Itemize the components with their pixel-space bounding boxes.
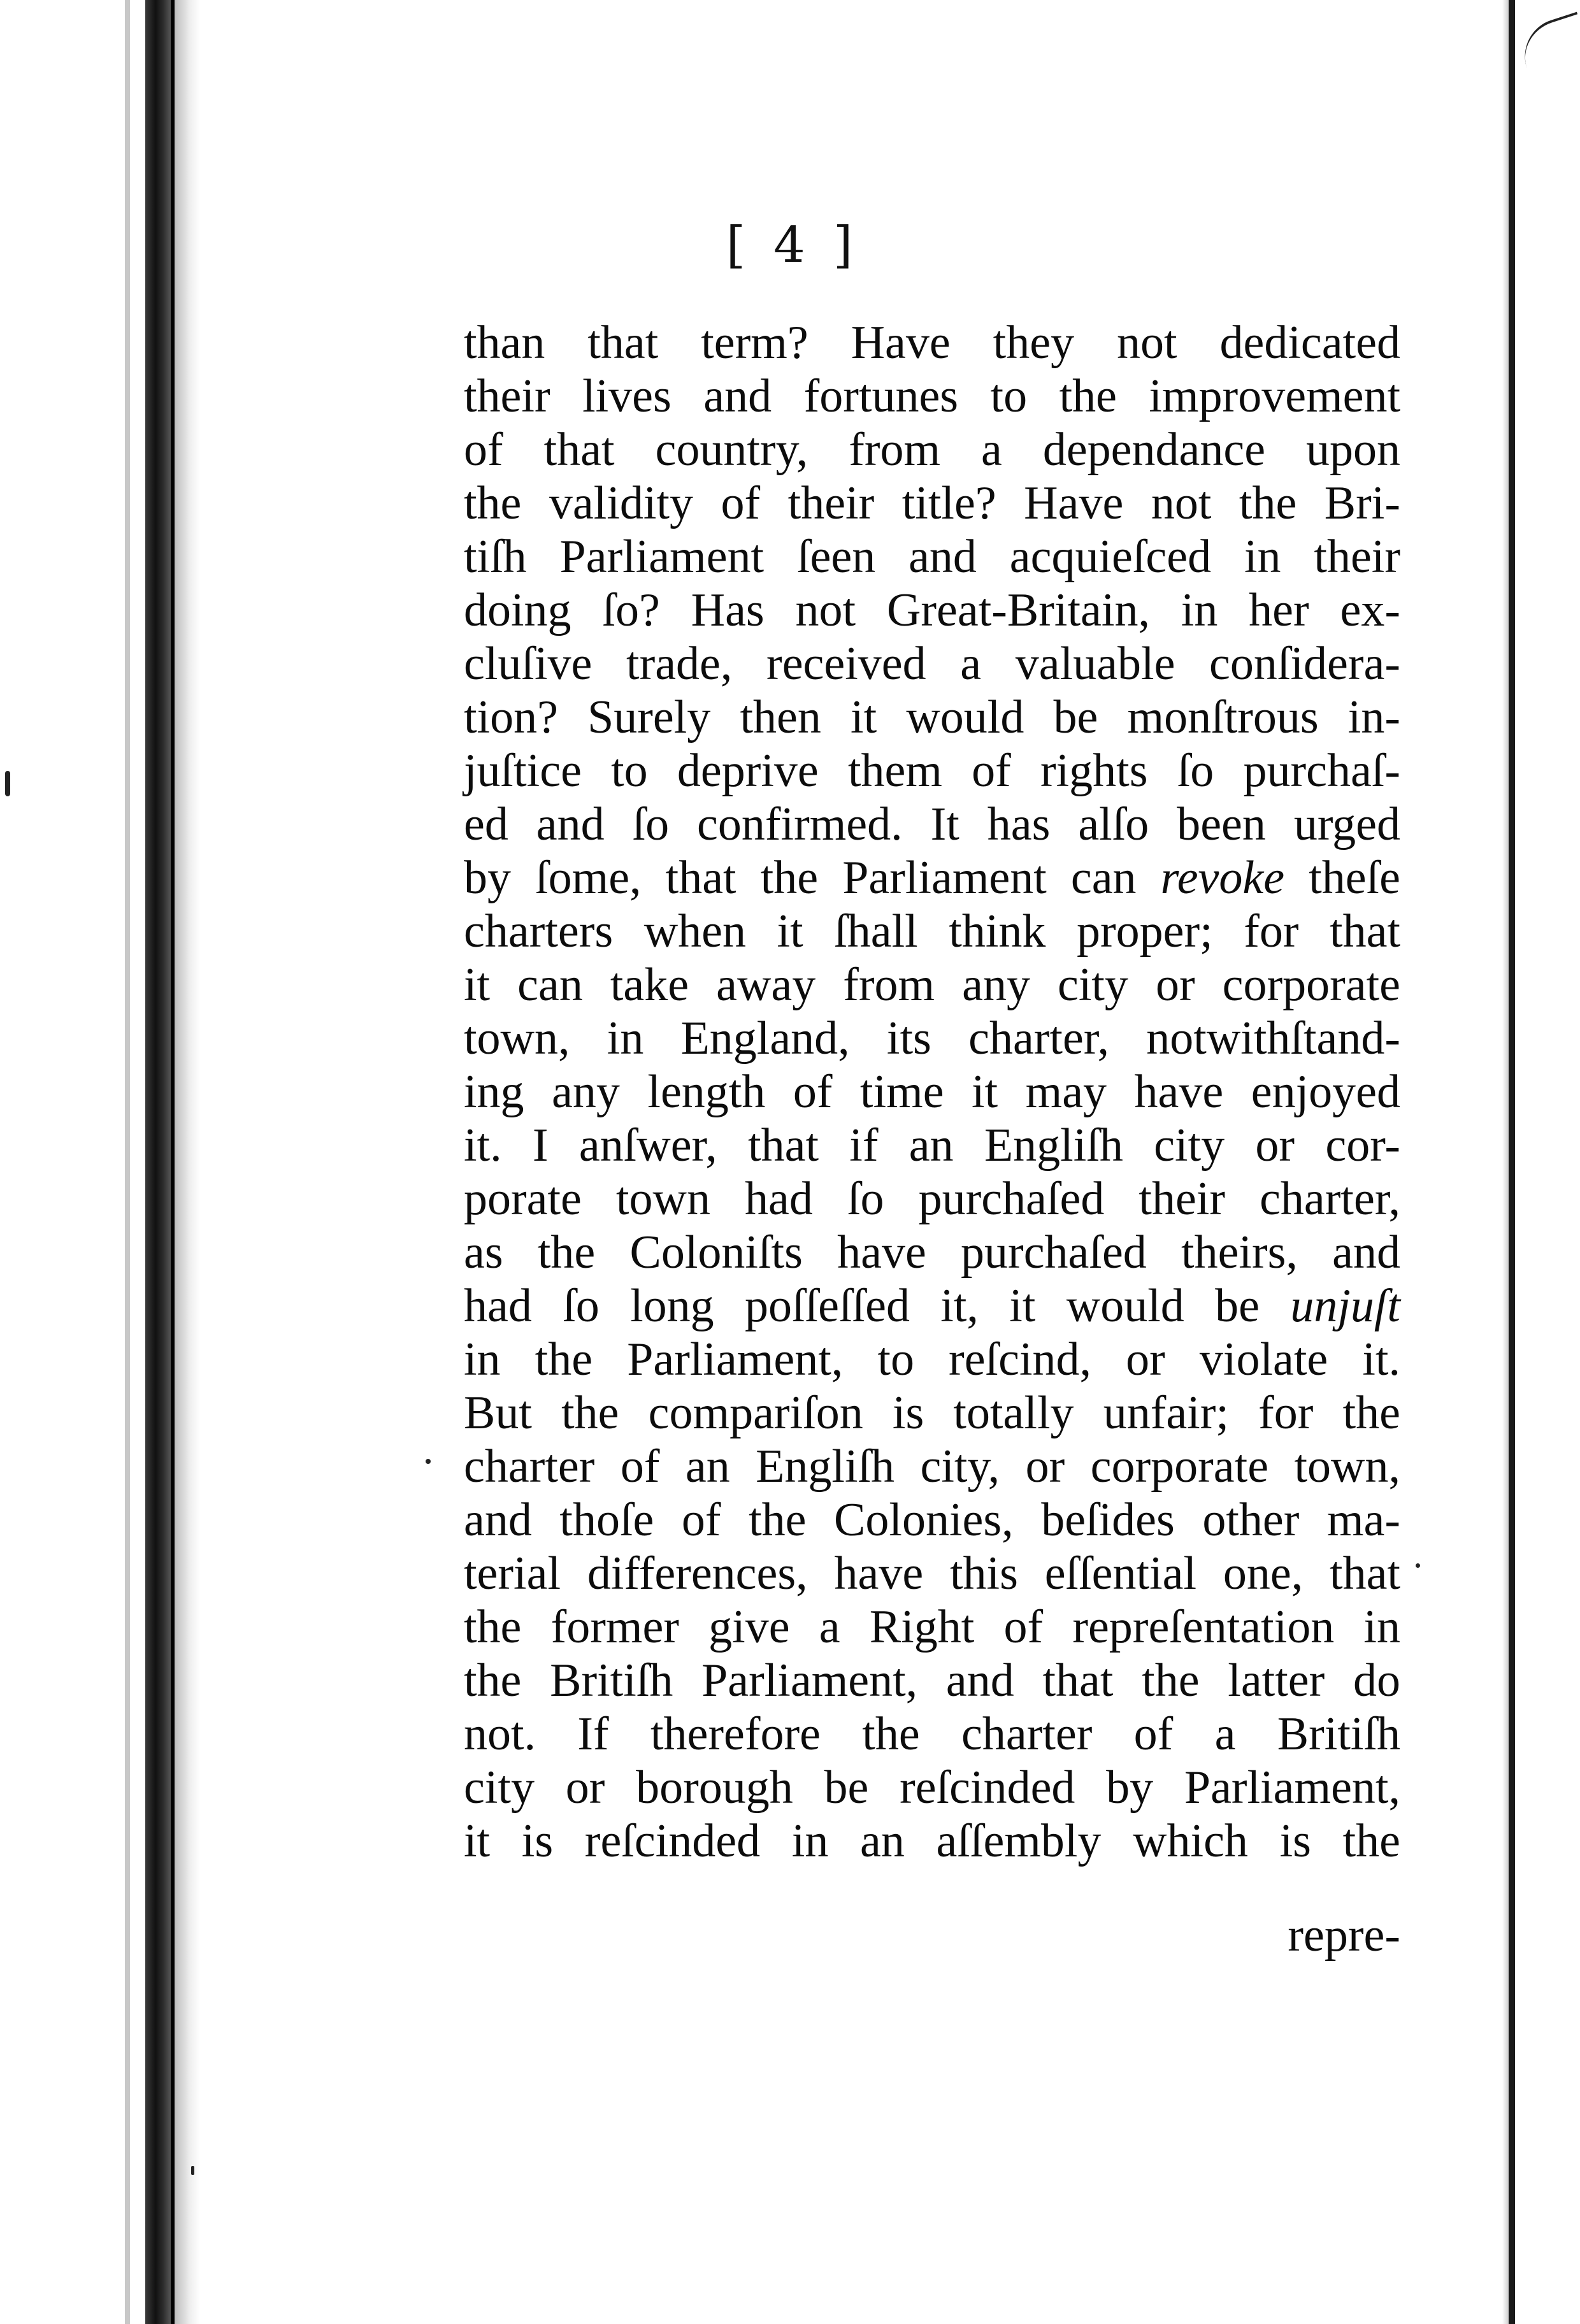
- binding-gradient: [175, 0, 200, 2324]
- text-line: it can take away from any city or corporate: [464, 959, 1400, 1011]
- text-line: tion? Surely then it would be monſtrous in-: [464, 691, 1400, 743]
- page-corner-curl: [1515, 11, 1580, 70]
- page-number: 4: [773, 217, 807, 274]
- text-line: city or borough be reſcinded by Parliament,: [464, 1761, 1400, 1814]
- italic-word: revoke: [1160, 852, 1285, 904]
- text-line: it. I anſwer, that if an Engliſh city or cor-: [464, 1119, 1400, 1172]
- text-line: of that country, from a dependance upon: [464, 424, 1400, 476]
- text-line: charters when it ſhall think proper; for that: [464, 905, 1400, 958]
- binding-shadow: [125, 0, 130, 2324]
- text-line: juſtice to deprive them of rights ſo purchaſ-: [464, 745, 1400, 797]
- text-line: the former give a Right of repreſentation in: [464, 1601, 1400, 1653]
- body-text: [464, 316, 1400, 1868]
- text-line: doing ſo? Has not Great-Britain, in her ex-: [464, 584, 1400, 636]
- header-close-bracket: ]: [833, 217, 854, 274]
- text-line: charter of an Engliſh city, or corporate town,: [464, 1440, 1400, 1493]
- text-line: But the compariſon is totally unfair; for the: [464, 1387, 1400, 1439]
- text-line: it is reſcinded in an aſſembly which is the: [464, 1815, 1400, 1867]
- text-line: not. If therefore the charter of a Britiſh: [464, 1708, 1400, 1760]
- text-line: by ſome, that the Parliament can revoke theſe: [464, 852, 1400, 904]
- paper-speck: [426, 1459, 431, 1464]
- catchword: repre-: [1288, 1909, 1400, 1962]
- text-line: terial differences, have this eſſential one, that: [464, 1547, 1400, 1600]
- text-line: ing any length of time it may have enjoyed: [464, 1066, 1400, 1118]
- text-line: the Britiſh Parliament, and that the latter do: [464, 1654, 1400, 1707]
- text-line: tiſh Parliament ſeen and acquieſced in their: [464, 531, 1400, 583]
- paper-speck: [1416, 1563, 1420, 1568]
- page-edge-shadow: [1502, 0, 1509, 2324]
- italic-word: unjuſt: [1290, 1280, 1400, 1332]
- page-right-edge: [1509, 0, 1515, 2324]
- paper-speck: [5, 771, 10, 796]
- header-open-bracket: [: [726, 217, 747, 274]
- page-number-header: [0, 217, 1580, 274]
- text-line: and thoſe of the Colonies, beſides other ma-: [464, 1494, 1400, 1546]
- text-line: cluſive trade, received a valuable conſidera-: [464, 638, 1400, 690]
- text-line: their lives and fortunes to the improvement: [464, 370, 1400, 422]
- text-line: ed and ſo confirmed. It has alſo been urged: [464, 798, 1400, 850]
- text-line: as the Coloniſts have purchaſed theirs, and: [464, 1226, 1400, 1279]
- text-line: in the Parliament, to reſcind, or violate it.: [464, 1333, 1400, 1386]
- text-line: town, in England, its charter, notwithſtand-: [464, 1012, 1400, 1065]
- text-line: had ſo long poſſeſſed it, it would be unjuſt: [464, 1280, 1400, 1332]
- paper-speck: [191, 2166, 194, 2175]
- text-line: the validity of their title? Have not the Bri-: [464, 477, 1400, 529]
- text-line: porate town had ſo purchaſed their charter,: [464, 1173, 1400, 1225]
- text-line: than that term? Have they not dedicated: [464, 317, 1400, 369]
